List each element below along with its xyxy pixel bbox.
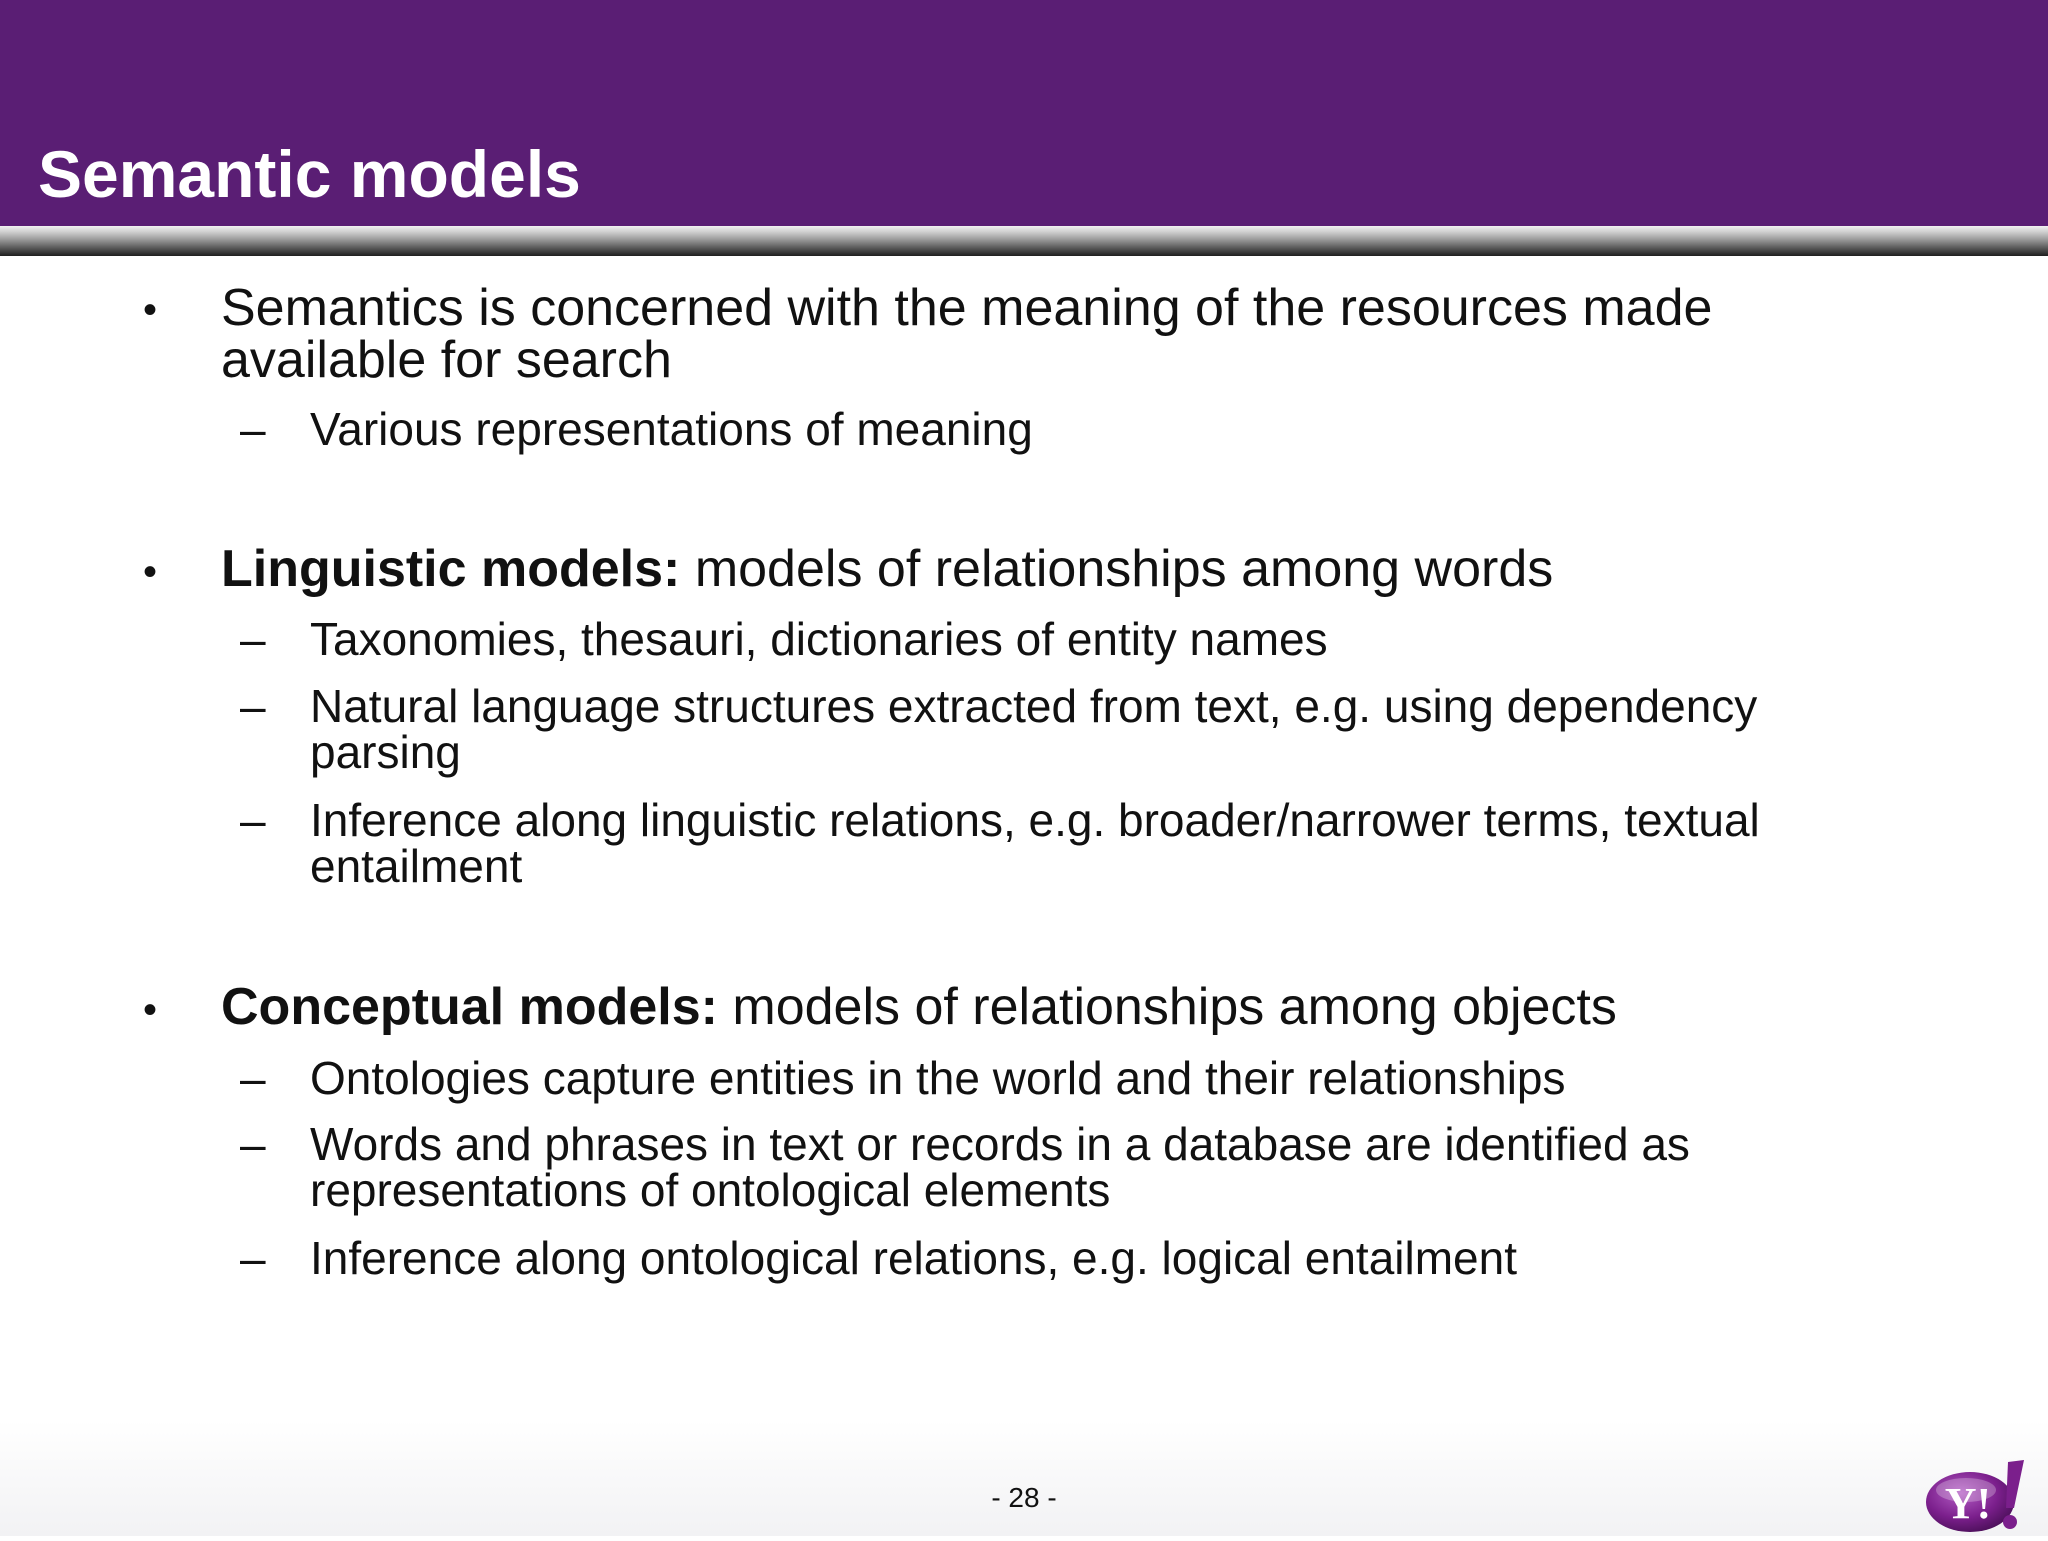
bullet-text xyxy=(221,540,1841,598)
sub-bullet-text: Inference along linguistic relations, e.g. broader/narrower terms, textual entailment xyxy=(310,794,1760,892)
bullet-icon: • xyxy=(143,288,158,332)
page-number: - 28 - xyxy=(991,1482,1057,1513)
sub-bullet-text: Taxonomies, thesauri, dictionaries of entity names xyxy=(310,613,1328,665)
bullet-body: models of relationships among objects xyxy=(717,978,1617,1036)
bullet-body: Semantics is concerned with the meaning of the resources made available for search xyxy=(221,279,1713,389)
dash-icon: – xyxy=(240,613,266,665)
dash-icon: – xyxy=(240,1232,266,1284)
sub-bullet-text: Ontologies capture entities in the world and their relationships xyxy=(310,1052,1566,1104)
sub-bullet-text: Various representations of meaning xyxy=(310,403,1033,455)
bullet-bold-term: Linguistic models: xyxy=(221,540,681,598)
sub-bullet-text: Inference along ontological relations, e.g. logical entailment xyxy=(310,1232,1517,1284)
yahoo-logo-icon xyxy=(1924,1456,2028,1536)
sub-bullet-text: Words and phrases in text or records in a database are identified as representations of ontological elements xyxy=(310,1118,1690,1216)
bullet-text xyxy=(221,978,1841,1036)
bullet-icon: • xyxy=(143,988,158,1032)
bullet-bold-term: Conceptual models: xyxy=(221,978,718,1036)
bullet-body: models of relationships among words xyxy=(680,540,1554,598)
slide-title: Semantic models xyxy=(38,137,581,211)
dash-icon: – xyxy=(240,1052,266,1104)
bullet-text xyxy=(221,279,1841,389)
logo-text: Y! xyxy=(1944,1479,1992,1528)
dash-icon: – xyxy=(240,403,266,455)
dash-icon: – xyxy=(240,1118,266,1170)
dash-icon: – xyxy=(240,680,266,732)
bullet-icon: • xyxy=(143,550,158,594)
sub-bullet-text: Natural language structures extracted from text, e.g. using dependency parsing xyxy=(310,680,1758,778)
dash-icon: – xyxy=(240,794,266,846)
